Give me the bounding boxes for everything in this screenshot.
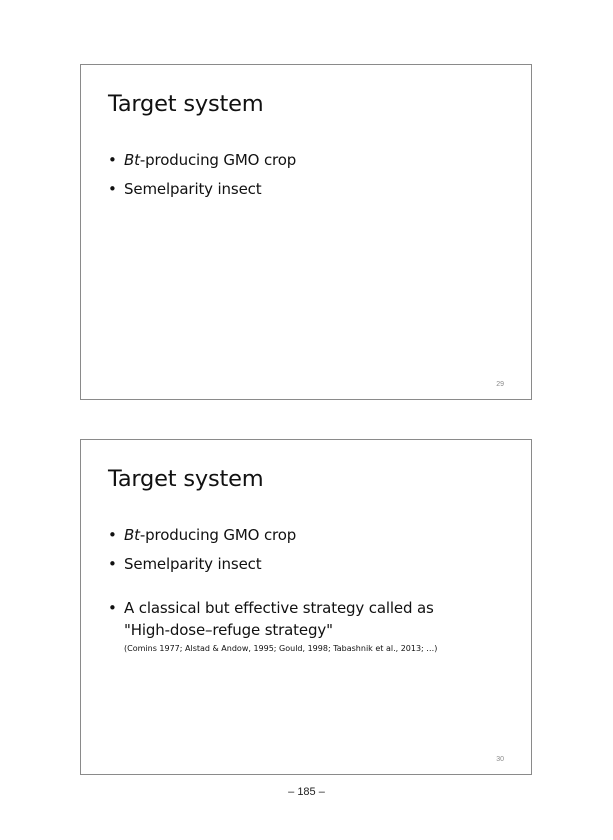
bullet-marker: • [108, 526, 117, 544]
slide-title: Target system [108, 466, 264, 492]
bullet-list [108, 524, 437, 662]
bullet-item [108, 149, 296, 171]
slide-30 [80, 439, 532, 775]
bullet-item [108, 524, 437, 546]
bullet-marker: • [108, 151, 117, 169]
bullet-italic-text: Bt [124, 526, 140, 544]
bullet-text: -producing GMO crop [139, 526, 297, 544]
citation-text: (Comins 1977; Alstad & Andow, 1995; Gould, 1998; Tabashnik et al., 2013; …) [124, 644, 438, 653]
bullet-marker: • [108, 599, 117, 617]
slide-page-number: 29 [496, 381, 504, 388]
bullet-item [108, 553, 437, 575]
bullet-text: A classical but effective strategy called as [124, 599, 434, 617]
slide-title: Target system [108, 91, 264, 117]
bullet-text: Semelparity insect [124, 180, 262, 198]
bullet-text-continued: "High-dose–refuge strategy" [124, 621, 333, 639]
bullet-marker: • [108, 180, 117, 198]
slide-page-number: 30 [496, 756, 504, 763]
bullet-text: -producing GMO crop [139, 151, 297, 169]
bullet-list [108, 149, 296, 207]
bullet-text: Semelparity insect [124, 555, 262, 573]
slide-29 [80, 64, 532, 400]
bullet-item [108, 597, 437, 655]
page-footer-number: – 185 – [288, 786, 325, 798]
bullet-marker: • [108, 555, 117, 573]
bullet-item [108, 178, 296, 200]
bullet-italic-text: Bt [124, 151, 140, 169]
